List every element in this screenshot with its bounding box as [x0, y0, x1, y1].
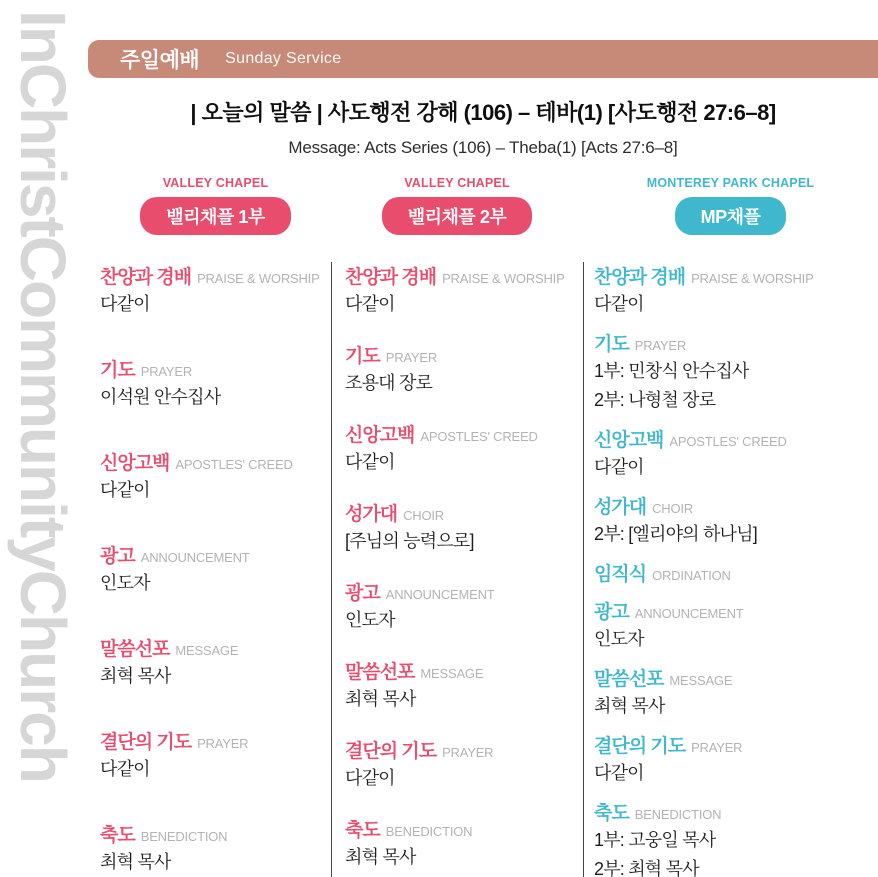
- service-item-performer: 다같이: [345, 768, 395, 788]
- service-item: [594, 597, 878, 653]
- service-item-title-english: PRAYER: [385, 350, 438, 365]
- service-item-performers: [594, 521, 878, 548]
- service-item-performer: 다같이: [100, 480, 150, 500]
- service-item-performers: [100, 756, 331, 783]
- service-item-title: [345, 262, 583, 289]
- service-item-title-english: PRAYER: [442, 745, 494, 760]
- service-item-title: [594, 664, 878, 691]
- service-item-performer: 다같이: [594, 457, 644, 477]
- service-item-title-english: MESSAGE: [669, 673, 733, 688]
- service-item-performers: [100, 663, 331, 690]
- service-item-title-english: CHOIR: [403, 508, 444, 523]
- service-item-performers: [594, 626, 878, 653]
- service-item-title-korean: 찬양과 경배: [100, 267, 192, 288]
- chapel-name-label: VALLEY CHAPEL: [404, 176, 510, 190]
- service-item-performers: [594, 827, 878, 877]
- service-item-performers: [345, 765, 583, 792]
- service-item-performers: [345, 607, 583, 634]
- service-item-performer: 최혁 목사: [594, 696, 665, 716]
- service-item-title: [594, 597, 878, 624]
- service-item-performers: [100, 384, 331, 411]
- service-item: [100, 727, 331, 783]
- chapel-name-label: MONTEREY PARK CHAPEL: [646, 176, 815, 190]
- service-item-title: [345, 578, 583, 605]
- service-item: [594, 559, 878, 586]
- service-item-performer: 최혁 목사: [100, 852, 171, 872]
- service-item-performers: [345, 291, 583, 318]
- service-item-title: [100, 262, 331, 289]
- service-item-performers: [345, 528, 583, 555]
- service-item-title-english: ANNOUNCEMENT: [140, 550, 250, 565]
- service-item-title: [594, 492, 878, 519]
- chapel-pill: 밸리채플 2부: [382, 197, 532, 235]
- service-item: [345, 578, 583, 634]
- service-item-performers: [594, 291, 878, 318]
- service-item: [345, 815, 583, 871]
- service-column: [331, 176, 583, 877]
- service-item-performers: [345, 844, 583, 871]
- service-item: [594, 262, 878, 318]
- service-item-title-english: PRAISE & WORSHIP: [442, 271, 565, 286]
- service-item-title-korean: 임직식: [594, 564, 647, 585]
- service-item: [100, 820, 331, 876]
- service-item-performers: [594, 358, 878, 414]
- service-item-title: [100, 541, 331, 568]
- service-item-title-english: BENEDICTION: [385, 824, 473, 839]
- service-item: [345, 657, 583, 713]
- sermon-title-korean: | 오늘의 말씀 | 사도행전 강해 (106) – 테바(1) [사도행전 27:6–8]: [190, 100, 776, 125]
- service-item: [100, 262, 331, 318]
- service-item-title: [345, 736, 583, 763]
- service-item-title-korean: 기도: [100, 360, 135, 381]
- service-item-performer: 조용대 장로: [345, 373, 433, 393]
- service-item-title: [100, 355, 331, 382]
- service-item-title: [594, 329, 878, 356]
- service-item-performer: 다같이: [594, 294, 644, 314]
- header-title-korean: 주일예배: [120, 49, 200, 72]
- service-item: [345, 499, 583, 555]
- service-item-title-english: ORDINATION: [652, 568, 731, 583]
- service-item-title-english: PRAISE & WORSHIP: [691, 271, 814, 286]
- service-item-title-english: APOSTLES' CREED: [420, 429, 538, 444]
- service-item-performer: 최혁 목사: [345, 847, 416, 867]
- service-item-title-english: APOSTLES' CREED: [669, 434, 787, 449]
- service-item-performer: 최혁 목사: [100, 666, 171, 686]
- service-item-performer: 이석원 안수집사: [100, 387, 221, 407]
- service-item-title: [100, 727, 331, 754]
- service-item: [345, 736, 583, 792]
- service-item-title: [594, 425, 878, 452]
- service-item-performers: [100, 291, 331, 318]
- service-item-performer: 다같이: [100, 294, 150, 314]
- service-item: [100, 448, 331, 504]
- service-item-title: [345, 499, 583, 526]
- chapel-header: [100, 176, 331, 235]
- header-title-english: Sunday Service: [225, 50, 342, 67]
- chapel-name-label: VALLEY CHAPEL: [162, 176, 269, 190]
- service-item-performer: 2부: 나형철 장로: [594, 390, 716, 410]
- watermark-text: InChristCommunityChurch: [7, 10, 79, 782]
- service-item: [594, 731, 878, 787]
- service-item-title-korean: 결단의 기도: [594, 736, 686, 757]
- service-item-performer: 다같이: [345, 294, 395, 314]
- service-item-performer: 인도자: [594, 629, 644, 649]
- service-item-performers: [594, 693, 878, 720]
- service-item-title: [345, 420, 583, 447]
- service-item-title: [345, 815, 583, 842]
- service-item-performer: 1부: 고웅일 목사: [594, 830, 716, 850]
- service-item-title-english: PRAYER: [634, 338, 687, 353]
- service-item-title-korean: 찬양과 경배: [345, 267, 437, 288]
- service-item: [100, 541, 331, 597]
- service-item-title-english: BENEDICTION: [634, 807, 722, 822]
- service-item-title-korean: 성가대: [594, 497, 647, 518]
- service-item: [594, 492, 878, 548]
- service-item-title-english: PRAYER: [197, 736, 249, 751]
- service-item-list: [583, 262, 878, 877]
- service-item-performer: 다같이: [345, 452, 395, 472]
- service-item: [594, 329, 878, 414]
- service-item-performers: [594, 760, 878, 787]
- service-item-list: [100, 262, 331, 877]
- service-item-performers: [100, 477, 331, 504]
- sermon-title-english: Message: Acts Series (106) – Theba(1) [Acts 27:6–8]: [288, 138, 678, 157]
- service-item: [594, 664, 878, 720]
- columns: [100, 176, 878, 877]
- service-item: [100, 355, 331, 411]
- service-item-performers: [100, 849, 331, 876]
- service-item: [345, 420, 583, 476]
- service-item-title-korean: 광고: [345, 583, 380, 604]
- service-item-performer: 다같이: [100, 759, 150, 779]
- service-item-title: [594, 798, 878, 825]
- service-item-performers: [100, 570, 331, 597]
- service-item-title-english: ANNOUNCEMENT: [634, 606, 744, 621]
- service-item-title: [345, 341, 583, 368]
- service-item-title: [100, 820, 331, 847]
- service-item-title: [345, 657, 583, 684]
- service-item-title-korean: 결단의 기도: [345, 741, 437, 762]
- service-item-title-english: PRAYER: [140, 364, 193, 379]
- service-item-title-korean: 기도: [594, 334, 629, 355]
- service-item-performers: [345, 686, 583, 713]
- chapel-header: [331, 176, 583, 235]
- service-item-performer: 다같이: [594, 763, 644, 783]
- service-item-performer: [주님의 능력으로]: [345, 531, 474, 551]
- chapel-pill: 밸리채플 1부: [140, 197, 290, 235]
- service-item-title-korean: 말씀선포: [594, 669, 664, 690]
- service-item-title-korean: 광고: [100, 546, 135, 567]
- service-item-performer: 인도자: [345, 610, 395, 630]
- service-item-title-korean: 성가대: [345, 504, 398, 525]
- service-item-title-korean: 축도: [345, 820, 380, 841]
- service-item-title-korean: 축도: [100, 825, 135, 846]
- service-item-title-korean: 결단의 기도: [100, 732, 192, 753]
- header-bar: [88, 40, 878, 78]
- service-item-performer: 1부: 민창식 안수집사: [594, 361, 749, 381]
- chapel-pill: MP채플: [675, 197, 787, 235]
- service-item-title: [594, 559, 878, 586]
- service-item-title: [100, 634, 331, 661]
- service-item: [345, 341, 583, 397]
- service-item-title-korean: 기도: [345, 346, 380, 367]
- service-item-title-korean: 말씀선포: [345, 662, 415, 683]
- service-item-title-english: PRAYER: [691, 740, 743, 755]
- service-item-title-english: PRAISE & WORSHIP: [197, 271, 320, 286]
- service-item-title-english: BENEDICTION: [140, 829, 228, 844]
- service-item-performers: [345, 370, 583, 397]
- service-item-performer: 인도자: [100, 573, 150, 593]
- service-item-list: [331, 262, 583, 877]
- service-column: [100, 176, 331, 877]
- service-item-performers: [594, 454, 878, 481]
- service-item-title: [594, 262, 878, 289]
- service-item-title-korean: 신앙고백: [345, 425, 415, 446]
- service-item-title-korean: 축도: [594, 803, 629, 824]
- service-item: [345, 262, 583, 318]
- service-item-performers: [345, 449, 583, 476]
- service-item-title-korean: 신앙고백: [100, 453, 170, 474]
- service-item-title-english: ANNOUNCEMENT: [385, 587, 495, 602]
- service-item-performer: 2부: [엘리야의 하나님]: [594, 524, 757, 544]
- service-item: [100, 634, 331, 690]
- service-item-title-english: MESSAGE: [175, 643, 239, 658]
- service-item-title-korean: 찬양과 경배: [594, 267, 686, 288]
- service-item: [594, 798, 878, 877]
- service-item-title: [594, 731, 878, 758]
- service-item-title-korean: 신앙고백: [594, 430, 664, 451]
- service-item-performer: 2부: 최혁 목사: [594, 859, 699, 877]
- service-item-title-korean: 말씀선포: [100, 639, 170, 660]
- service-column: [583, 176, 878, 877]
- sermon-title-block: [88, 96, 878, 158]
- service-item-performer: 최혁 목사: [345, 689, 416, 709]
- service-item-title-korean: 광고: [594, 602, 629, 623]
- service-item-title-english: MESSAGE: [420, 666, 484, 681]
- service-item-title-english: CHOIR: [652, 501, 693, 516]
- service-item-title-english: APOSTLES' CREED: [175, 457, 293, 472]
- chapel-header: [583, 176, 878, 235]
- service-item-title: [100, 448, 331, 475]
- service-item: [594, 425, 878, 481]
